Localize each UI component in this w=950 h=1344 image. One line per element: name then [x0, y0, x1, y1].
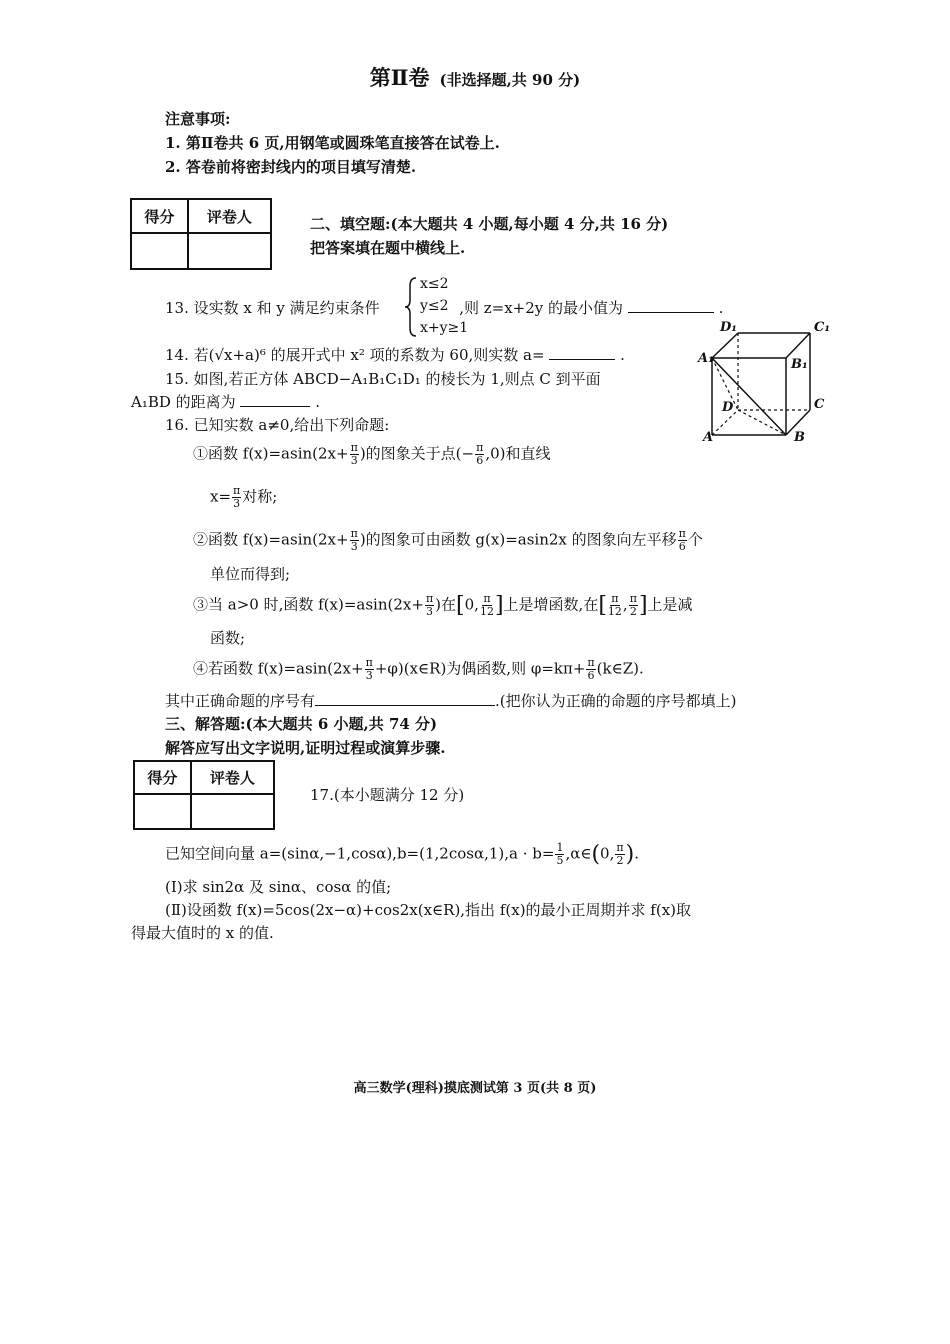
- p3-text-b: )在: [435, 595, 457, 614]
- q17-given-c: .: [634, 844, 639, 863]
- constraint-2: y≤2: [420, 298, 449, 314]
- question-14: [165, 344, 625, 365]
- p1-text-a: ①函数 f(x)=asin(2x+: [193, 444, 349, 463]
- q17-given: 已知空间向量 a=(sinα,−1,cosα),b=(1,2cosα,1),a · b= $\frac{1}{5}$ ,α∈(0, $\frac{\pi}{2}$ ).: [165, 841, 639, 867]
- vertex-c: C: [814, 397, 825, 412]
- grader-cell[interactable]: [188, 233, 271, 269]
- page-footer: 高三数学(理科)摸底测试第 3 页(共 8 页): [353, 1081, 597, 1096]
- constraint-brace: [404, 276, 420, 338]
- fraction: $\frac{\pi}{3}$: [350, 527, 358, 553]
- fraction: $\frac{\pi}{3}$: [425, 592, 434, 618]
- p4-text-c: (k∈Z).: [596, 659, 644, 678]
- constraint-1: x≤2: [420, 276, 449, 292]
- p2-text-c: 个: [687, 530, 703, 549]
- fraction: $\frac{\pi}{6}$: [587, 656, 595, 682]
- vertex-a: A: [703, 430, 714, 445]
- p2-text-d: 单位而得到;: [210, 565, 291, 583]
- proposition-3: ③当 a>0 时,函数 f(x)=asin(2x+ $\frac{\pi}{3}$ )在[0, $\frac{\pi}{12}$ ]上是增函数,在[ $\frac{\pi}{12}$ , $\frac{\pi}{2}$ ]上是减: [193, 592, 693, 618]
- p2-text-a: ②函数 f(x)=asin(2x+: [193, 530, 349, 549]
- cube-figure: [698, 318, 840, 446]
- grader-label: 评卷人: [191, 761, 274, 794]
- p1-text-e: 对称;: [242, 487, 278, 506]
- proposition-4: [193, 657, 644, 682]
- fraction: $\frac{\pi}{12}$: [607, 592, 622, 618]
- p1-text-d: x=: [210, 487, 232, 506]
- p1-text-b: )的图象关于点(−: [359, 444, 475, 463]
- q17-given-a: 已知空间向量 a=(sinα,−1,cosα),b=(1,2cosα,1),a · b=: [165, 844, 555, 863]
- q15-line-1: 15. 如图,若正方体 ABCD−A₁B₁C₁D₁ 的棱长为 1,则点 C 到平面: [165, 370, 601, 388]
- q16-intro: 16. 已知实数 a≠0,给出下列命题:: [165, 416, 390, 434]
- p3-text-d: 上是减: [647, 595, 693, 614]
- q15-answer-blank[interactable]: [240, 391, 310, 407]
- q15-line-2: A₁BD 的距离为: [131, 393, 236, 411]
- proposition-1: [193, 442, 551, 467]
- proposition-2: [193, 528, 703, 553]
- q14-end: .: [620, 346, 625, 364]
- score-cell[interactable]: [134, 794, 191, 829]
- q16-answer-line: [165, 690, 737, 711]
- p1-text-c: ,0)和直线: [485, 444, 551, 463]
- q17-part-1: (Ⅰ)求 sin2α 及 sinα、cosα 的值;: [165, 878, 392, 896]
- score-box: [133, 760, 275, 830]
- proposition-1-cont: [210, 485, 277, 510]
- fraction: $\frac{\pi}{3}$: [365, 656, 373, 682]
- vertex-d: D: [722, 400, 734, 415]
- fraction: $\frac{\pi}{3}$: [350, 441, 358, 467]
- q13-end: .: [718, 299, 724, 317]
- q13-answer-blank[interactable]: [628, 297, 714, 313]
- fraction: $\frac{\pi}{2}$: [616, 841, 624, 867]
- fraction: $\frac{\pi}{12}$: [479, 592, 494, 618]
- vertex-a1: A₁: [698, 351, 714, 366]
- grader-cell[interactable]: [191, 794, 274, 829]
- p4-text-a: ④若函数 f(x)=asin(2x+: [193, 659, 364, 678]
- score-box: [130, 198, 272, 270]
- title-subtitle: (非选择题,共 90 分): [439, 71, 581, 89]
- section-title: [0, 62, 950, 92]
- p3-text-c: 上是增函数,在: [503, 595, 599, 614]
- vertex-c1: C₁: [814, 320, 831, 335]
- q16-answer-pre: 其中正确命题的序号有: [165, 692, 316, 710]
- p4-text-b: +φ)(x∈R)为偶函数,则 φ=kπ+: [374, 659, 586, 678]
- grader-label: 评卷人: [188, 199, 271, 233]
- fraction: $\frac{\pi}{6}$: [678, 527, 686, 553]
- score-label: 得分: [134, 761, 191, 794]
- section3-heading: 三、解答题:(本大题共 6 小题,共 74 分): [165, 715, 438, 733]
- fraction: $\frac{\pi}{6}$: [476, 441, 484, 467]
- q17-title: 17.(本小题满分 12 分): [310, 786, 465, 804]
- score-cell[interactable]: [131, 233, 188, 269]
- title-main: 第Ⅱ卷: [369, 65, 430, 90]
- p3-text-a: ③当 a>0 时,函数 f(x)=asin(2x+: [193, 595, 424, 614]
- constraint-3: x+y≥1: [420, 320, 469, 336]
- q14-text: 14. 若(√x+a)⁶ 的展开式中 x² 项的系数为 60,则实数 a=: [165, 346, 545, 364]
- vertex-b1: B₁: [791, 357, 808, 372]
- q13-pre: 13. 设实数 x 和 y 满足约束条件: [165, 299, 380, 317]
- q17-given-b: ,α∈: [565, 844, 592, 863]
- fraction: $\frac{1}{5}$: [556, 841, 564, 867]
- fraction: $\frac{\pi}{2}$: [629, 592, 637, 618]
- section2-instruction: 把答案填在题中横线上.: [310, 239, 466, 257]
- p3-text-e: 函数;: [210, 629, 246, 647]
- score-label: 得分: [131, 199, 188, 233]
- q15-end: .: [315, 393, 321, 411]
- question-15: [131, 391, 320, 412]
- q16-answer-post: .(把你认为正确的命题的序号都填上): [495, 692, 737, 710]
- fraction: $\frac{\pi}{3}$: [233, 484, 241, 510]
- section3-instruction: 解答应写出文字说明,证明过程或演算步骤.: [165, 739, 446, 757]
- vertex-b: B: [794, 430, 805, 445]
- q13-post: ,则 z=x+2y 的最小值为: [459, 299, 624, 317]
- q17-part-2b: 得最大值时的 x 的值.: [131, 924, 274, 942]
- p2-text-b: )的图象可由函数 g(x)=asin2x 的图象向左平移: [359, 530, 677, 549]
- notes-heading: 注意事项:: [165, 110, 231, 128]
- notes-item-1: 1. 第Ⅱ卷共 6 页,用钢笔或圆珠笔直接答在试卷上.: [165, 134, 500, 152]
- q16-answer-blank[interactable]: [315, 690, 495, 706]
- notes-item-2: 2. 答卷前将密封线内的项目填写清楚.: [165, 158, 417, 176]
- q17-part-2: (Ⅱ)设函数 f(x)=5cos(2x−α)+cos2x(x∈R),指出 f(x)的最小正周期并求 f(x)取: [165, 901, 692, 919]
- vertex-d1: D₁: [720, 320, 737, 335]
- q14-answer-blank[interactable]: [549, 344, 615, 360]
- section2-heading: 二、填空题:(本大题共 4 小题,每小题 4 分,共 16 分): [310, 215, 669, 233]
